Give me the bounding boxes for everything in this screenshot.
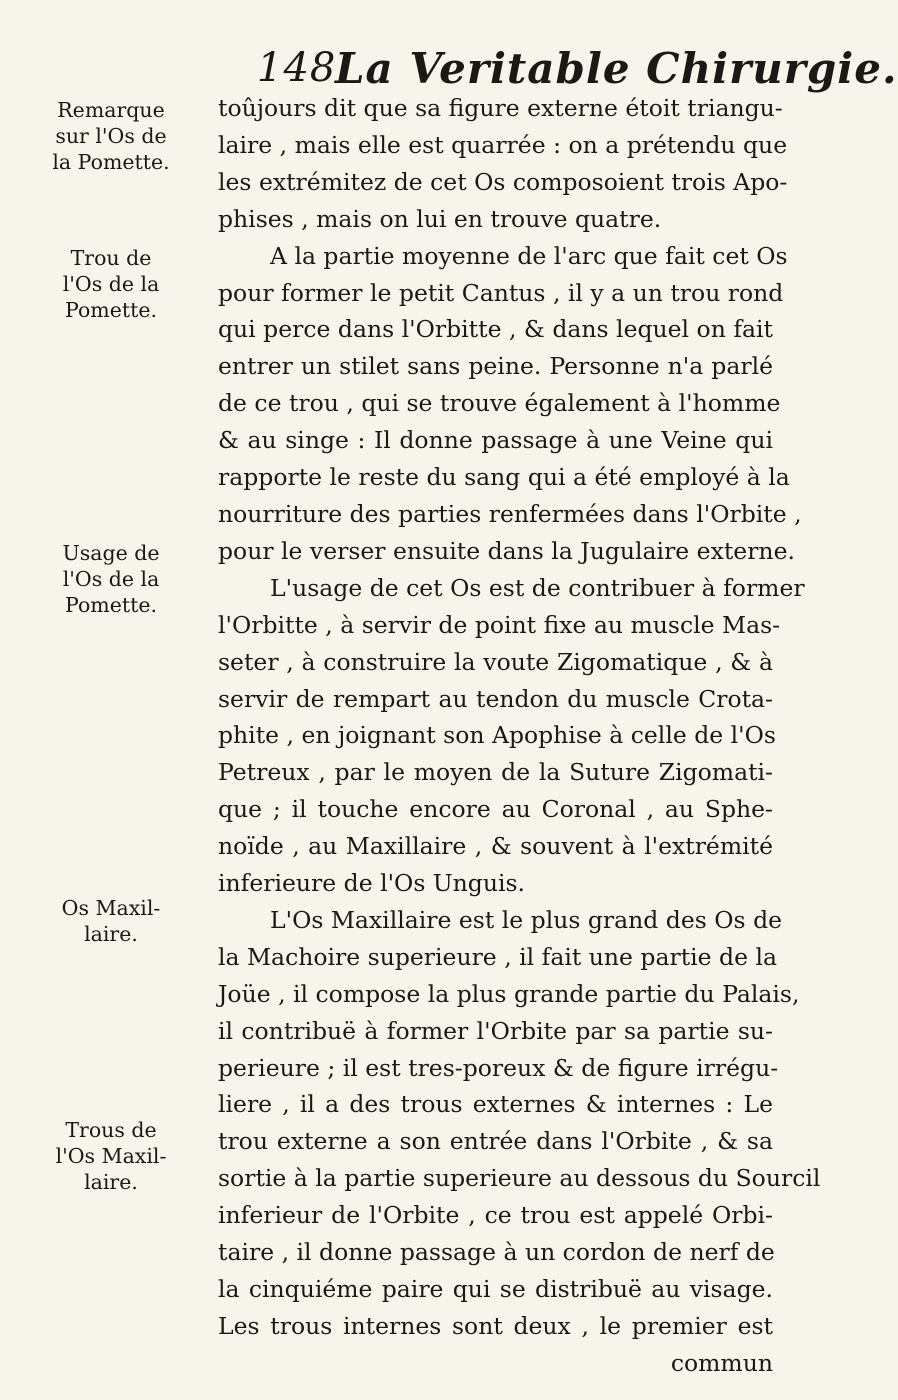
text-line: la Machoire superieure , il fait une partie de la bbox=[218, 942, 777, 971]
text-line: A la partie moyenne de l'arc que fait cet Os bbox=[270, 241, 788, 270]
text-line: servir de rempart au tendon du muscle Crota- bbox=[218, 684, 773, 713]
text-line: que ; il touche encore au Coronal , au Sphe- bbox=[218, 795, 773, 824]
margin-note-line: Remarque bbox=[57, 98, 165, 122]
text-line: noïde , au Maxillaire , & souvent à l'extrémité bbox=[218, 832, 773, 861]
text-line: L'usage de cet Os est de contribuer à former bbox=[270, 573, 805, 602]
margin-note-trou bbox=[16, 245, 206, 323]
text-line: trou externe a son entrée dans l'Orbite , & sa bbox=[218, 1127, 773, 1156]
margin-note-line: l'Os Maxil- bbox=[55, 1144, 167, 1168]
margin-note-line: l'Os de la bbox=[62, 567, 160, 591]
text-line: les extrémitez de cet Os composoient trois Apo- bbox=[218, 167, 788, 196]
text-line: laire , mais elle est quarrée : on a prétendu que bbox=[218, 130, 788, 159]
text-line: phises , mais on lui en trouve quatre. bbox=[218, 204, 662, 233]
text-line: seter , à construire la voute Zigomatique , & à bbox=[218, 647, 773, 676]
text-line: inferieure de l'Os Unguis. bbox=[218, 869, 526, 898]
margin-note-line: Trous de bbox=[65, 1118, 157, 1142]
text-line: phite , en joignant son Apophise à celle de l'Os bbox=[218, 721, 776, 750]
text-line: toûjours dit que sa figure externe étoit triangu- bbox=[218, 94, 783, 122]
margin-note-remarque bbox=[16, 97, 206, 175]
text-line: L'Os Maxillaire est le plus grand des Os de bbox=[270, 905, 783, 934]
text-line: entrer un stilet sans peine. Personne n'a parlé bbox=[218, 352, 773, 381]
margin-note-line: Trou de bbox=[70, 246, 152, 270]
running-title: La Veritable Chirurgie. bbox=[335, 44, 898, 93]
margin-note-line: laire. bbox=[84, 1170, 138, 1194]
margin-note-line: Pomette. bbox=[65, 298, 157, 322]
text-line: Les trous internes sont deux , le premier est bbox=[218, 1311, 773, 1340]
margin-note-line: sur l'Os de bbox=[55, 124, 167, 148]
text-line: taire , il donne passage à un cordon de nerf de bbox=[218, 1238, 775, 1267]
margin-note-line: Pomette. bbox=[65, 593, 157, 617]
page-number: 148 bbox=[257, 45, 337, 91]
text-line: de ce trou , qui se trouve également à l'homme bbox=[218, 389, 781, 418]
text-line: Joüe , il compose la plus grande partie du Palais, bbox=[218, 979, 800, 1008]
catchword: commun bbox=[670, 1348, 773, 1377]
text-line: & au singe : Il donne passage à une Veine qui bbox=[218, 426, 773, 455]
body-text bbox=[218, 90, 821, 1382]
text-line: perieure ; il est tres-poreux & de figure irrégu- bbox=[218, 1053, 779, 1082]
text-line: liere , il a des trous externes & internes : Le bbox=[218, 1090, 773, 1119]
text-line: inferieur de l'Orbite , ce trou est appelé Orbi- bbox=[218, 1201, 773, 1230]
margin-note-line: Os Maxil- bbox=[61, 896, 161, 920]
margin-note-line: la Pomette. bbox=[52, 150, 170, 174]
margin-note-trous-maxillaire bbox=[16, 1117, 206, 1195]
text-line: l'Orbitte , à servir de point fixe au muscle Mas- bbox=[218, 610, 781, 639]
text-line: sortie à la partie superieure au dessous du Sourcil bbox=[218, 1164, 821, 1193]
margin-note-line: laire. bbox=[84, 922, 138, 946]
margin-note-line: l'Os de la bbox=[62, 272, 160, 296]
margin-note-os-maxillaire bbox=[16, 895, 206, 947]
text-line: nourriture des parties renfermées dans l'Orbite , bbox=[218, 499, 802, 528]
text-line: qui perce dans l'Orbitte , & dans lequel on fait bbox=[218, 315, 773, 344]
margin-note-line: Usage de bbox=[62, 541, 160, 565]
text-line: pour former le petit Cantus , il y a un trou rond bbox=[218, 278, 784, 307]
margin-note-usage bbox=[16, 540, 206, 618]
text-line: rapporte le reste du sang qui a été employé à la bbox=[218, 463, 790, 492]
text-line: la cinquiéme paire qui se distribuë au visage. bbox=[218, 1275, 773, 1303]
text-line: pour le verser ensuite dans la Jugulaire externe. bbox=[218, 536, 795, 565]
text-line: il contribuë à former l'Orbite par sa partie su- bbox=[218, 1016, 773, 1045]
text-line: Petreux , par le moyen de la Suture Zigomati- bbox=[218, 758, 773, 787]
